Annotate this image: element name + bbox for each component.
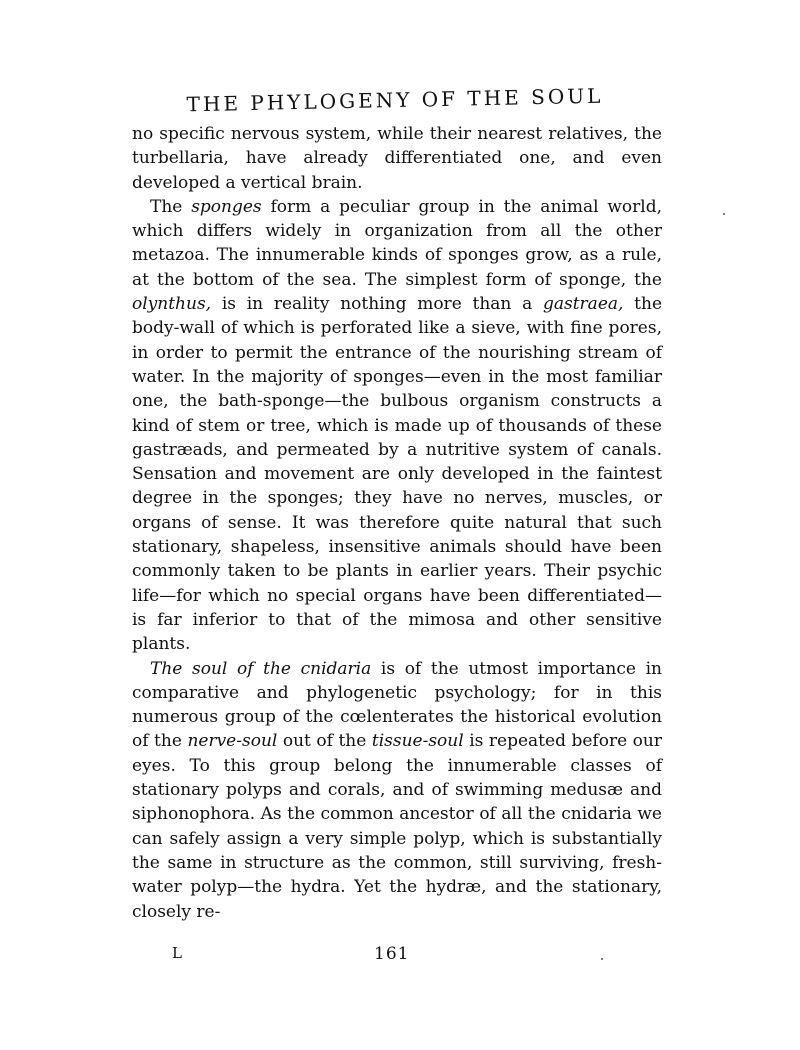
text-run: out of the (277, 731, 372, 752)
text-run: is of the utmost importance in comparative and phylogenetic psychology; for in this numerous group of the cœlenterates the historical evolution of the (132, 658, 662, 752)
print-speck (723, 213, 725, 215)
text-run: is in reality nothing more than a (211, 294, 543, 315)
text-run: The (150, 196, 192, 217)
italic-term: gastraea, (542, 294, 624, 315)
text-run: form a peculiar group in the animal world, which differs widely in organization from all the other metazoa. The innumerable kinds of sponges grow, as a rule, at the bottom of the sea. The simplest form of sponge, the (132, 196, 662, 290)
paragraph-1 (132, 122, 662, 195)
page-number: 161 (374, 944, 410, 964)
italic-term: nerve-soul (187, 731, 278, 752)
italic-term: olynthus, (132, 294, 212, 315)
paragraph-3 (132, 657, 662, 924)
text-run: the body-wall of which is perforated like a sieve, with fine pores, in order to permit the entrance of the nourishing stream of water. In the majority of sponges—even in the most familiar one, the bath-sponge—the bulbous organism constructs a kind of stem or tree, which is made up of thousands of these gastræads, and permeated by a nutritive system of canals. Sensation and movement are only developed in the faintest degree in the sponges; they have no nerves, muscles, or organs of sense. It was therefore quite natural that such stationary, shapeless, insensitive animals should have been commonly taken to be plants in earlier years. Their psychic life—for which no special organs have been differentiated—is far inferior to that of the mimosa and other sensitive plants. (132, 294, 663, 655)
italic-term: tissue-soul (371, 731, 464, 752)
paragraph-2 (132, 195, 662, 657)
text-run: is repeated before our eyes. To this group belong the innumerable classes of stationary polyps and corals, and of swimming medusæ and siphonophora. As the common ancestor of all the cnidaria we can safely assign a very simple polyp, which is substantially the same in structure as the common, still surviving, fresh-water polyp—the hydra. Yet the hydræ, and the stationary, closely re- (132, 731, 662, 922)
running-head: THE PHYLOGENY OF THE SOUL (186, 83, 604, 117)
body-text (132, 122, 662, 924)
print-speck (601, 958, 603, 960)
italic-term: sponges (191, 196, 262, 217)
signature-mark: L (172, 944, 182, 962)
italic-term: The soul of the cnidaria (150, 658, 372, 679)
text-run: no specific nervous system, while their nearest relatives, the turbellaria, have already differentiated one, and even developed a vertical brain. (132, 124, 662, 193)
